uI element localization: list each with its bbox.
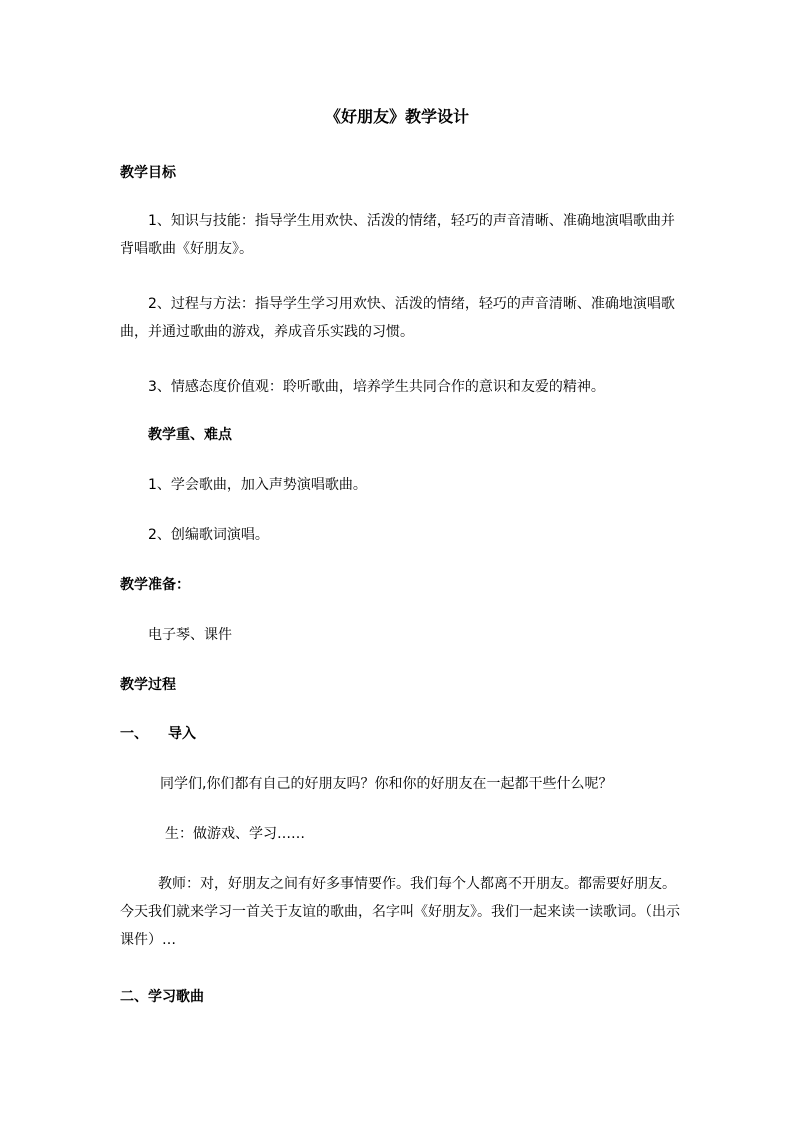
step-1-label: 导入 — [168, 726, 196, 742]
objective-3-paragraph: 3、情感态度价值观：聆听歌曲，培养学生共同合作的意识和友爱的精神。 — [148, 379, 605, 395]
teacher-paragraph: 教师：对，好朋友之间有好多事情要作。我们每个人都离不开朋友。都需要好朋友。今天我们就来学习一首关于友谊的歌曲，名字叫《好朋友》。我们一起来读一读歌词。（出示课件）… — [120, 876, 680, 948]
key-point-2: 2、创编歌词演唱。 — [148, 527, 269, 543]
intro-question: 同学们,你们都有自己的好朋友吗？你和你的好朋友在一起都干些什么呢？ — [160, 776, 613, 792]
objective-2-paragraph: 2、过程与方法：指导学生学习用欢快、活泼的情绪，轻巧的声音清晰、准确地演唱歌曲，并通过歌曲的游戏，养成音乐实践的习惯。 — [120, 296, 675, 340]
step-1-heading — [120, 725, 196, 743]
process-heading: 教学过程 — [120, 677, 176, 693]
document-title: 《好朋友》教学设计 — [324, 107, 469, 126]
key-points-heading: 教学重、难点 — [148, 427, 232, 443]
student-reply: 生：做游戏、学习…… — [165, 826, 305, 842]
objective-1-paragraph: 1、知识与技能：指导学生用欢快、活泼的情绪，轻巧的声音清晰、准确地演唱歌曲并背唱歌曲《好朋友》。 — [120, 213, 675, 257]
objectives-heading: 教学目标 — [120, 165, 176, 181]
key-point-1: 1、学会歌曲，加入声势演唱歌曲。 — [148, 477, 367, 493]
step-1-number: 一、 — [120, 726, 148, 742]
preparation-text: 电子琴、课件 — [148, 627, 232, 643]
step-2-heading: 二、学习歌曲 — [120, 989, 204, 1005]
preparation-heading: 教学准备： — [120, 577, 190, 593]
